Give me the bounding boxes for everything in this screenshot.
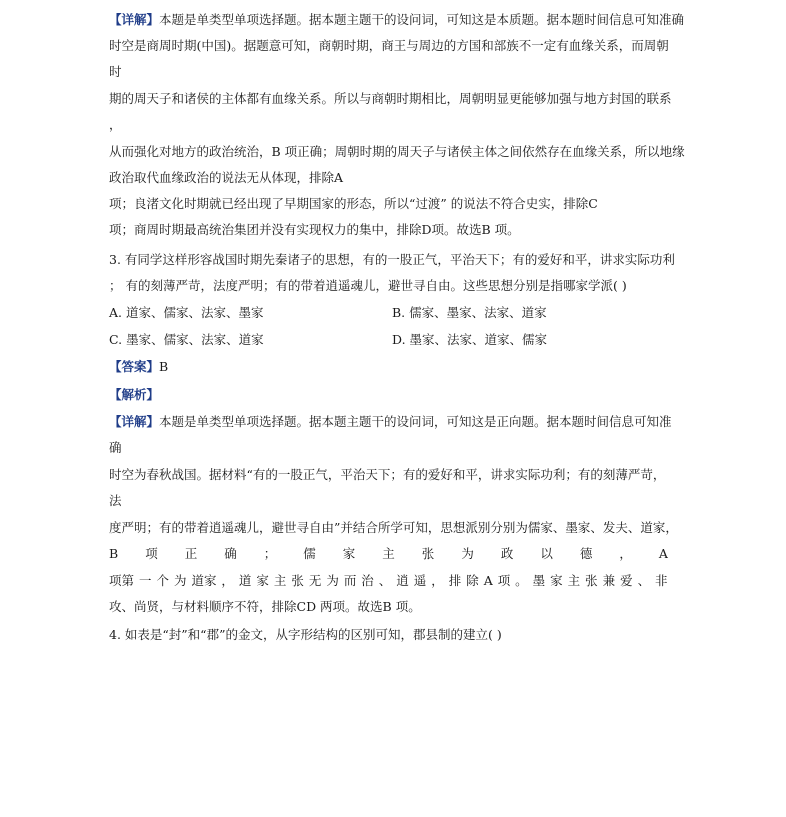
option-c: C. 墨家、儒家、法家、道家 (109, 332, 264, 347)
q3-detail-line-7: 项第 一 个 为 道家 ， 道 家 主 张 无 为 而 治 、 逍 遥 ， 排 除 A 项 。 墨 家 主 张 兼 爱 、 非 (109, 573, 668, 588)
answer-value: B (159, 359, 169, 374)
q3-detail-line-1: 【详解】本题是单类型单项选择题。据本题主题干的设问词，可知这是正向题。据本题时间信息可知准 (109, 414, 672, 429)
q3-detail-tag: 【详解】 (109, 414, 160, 429)
detail-line-4: 期的周天子和诸侯的主体都有血缘关系。所以与商朝时期相比，周朝明显更能够加强与地方封国的联系 (109, 91, 672, 106)
detail-line-7: 政治取代血缘政治的说法无从体现，排除A (109, 170, 344, 185)
detail-line-1: 【详解】本题是单类型单项选择题。据本题主题干的设问词，可知这是本质题。据本题时间信息可知准确 (109, 12, 685, 27)
question-3-stem-1: 3. 有同学这样形容战国时期先秦诸子的思想，有的一股正气，平治天下；有的爱好和平，讲求实际功利 (109, 252, 675, 267)
option-b: B. 儒家、墨家、法家、道家 (392, 305, 547, 320)
detail-line-2: 时空是商周时期(中国)。据题意可知，商朝时期，商王与周边的方国和部族不一定有血缘关系，而周朝 (109, 38, 669, 53)
question-3-stem-2: ； 有的刻薄严苛，法度严明；有的带着逍遥魂儿，避世寻自由。这些思想分别是指哪家学派( ) (109, 278, 627, 293)
detail-line-6: 从而强化对地方的政治统治，B 项正确；周朝时期的周天子与诸侯主体之间依然存在血缘关系，所以地缘 (109, 144, 685, 159)
q3-detail-line-6: B 项 正 确 ； 儒 家 主 张 为 政 以 德 ， A (109, 546, 668, 561)
q3-detail-line-2: 确 (109, 440, 122, 455)
analysis-line (109, 387, 159, 403)
detail-line-5: ， (109, 117, 122, 132)
answer-line (109, 359, 168, 375)
detail-line-3: 时 (109, 64, 122, 79)
q3-detail-line-4: 法 (109, 493, 122, 508)
answer-tag: 【答案】 (109, 359, 160, 374)
question-4-stem: 4. 如表是“封”和“郡”的金文，从字形结构的区别可知，郡县制的建立( ) (109, 627, 502, 642)
q3-detail-line-3: 时空为春秋战国。据材料“有的一股正气，平治天下；有的爱好和平，讲求实际功利；有的刻薄严苛， (109, 467, 666, 482)
detail-line-9: 项；商周时期最高统治集团并没有实现权力的集中，排除D项。故选B 项。 (109, 222, 520, 237)
analysis-tag: 【解析】 (109, 387, 160, 402)
detail-line-8: 项；良渚文化时期就已经出现了早期国家的形态，所以“过渡” 的说法不符合史实，排除C (109, 196, 598, 211)
option-a: A. 道家、儒家、法家、墨家 (109, 305, 264, 320)
option-d: D. 墨家、法家、道家、儒家 (392, 332, 548, 347)
q3-detail-line-8: 攻、尚贤，与材料顺序不符，排除CD 两项。故选B 项。 (109, 599, 421, 614)
detail-tag: 【详解】 (109, 12, 160, 27)
q3-detail-line-5: 度严明；有的带着逍遥魂儿，避世寻自由”并结合所学可知，思想派别分别为儒家、墨家、发夫、道家， (109, 520, 678, 535)
